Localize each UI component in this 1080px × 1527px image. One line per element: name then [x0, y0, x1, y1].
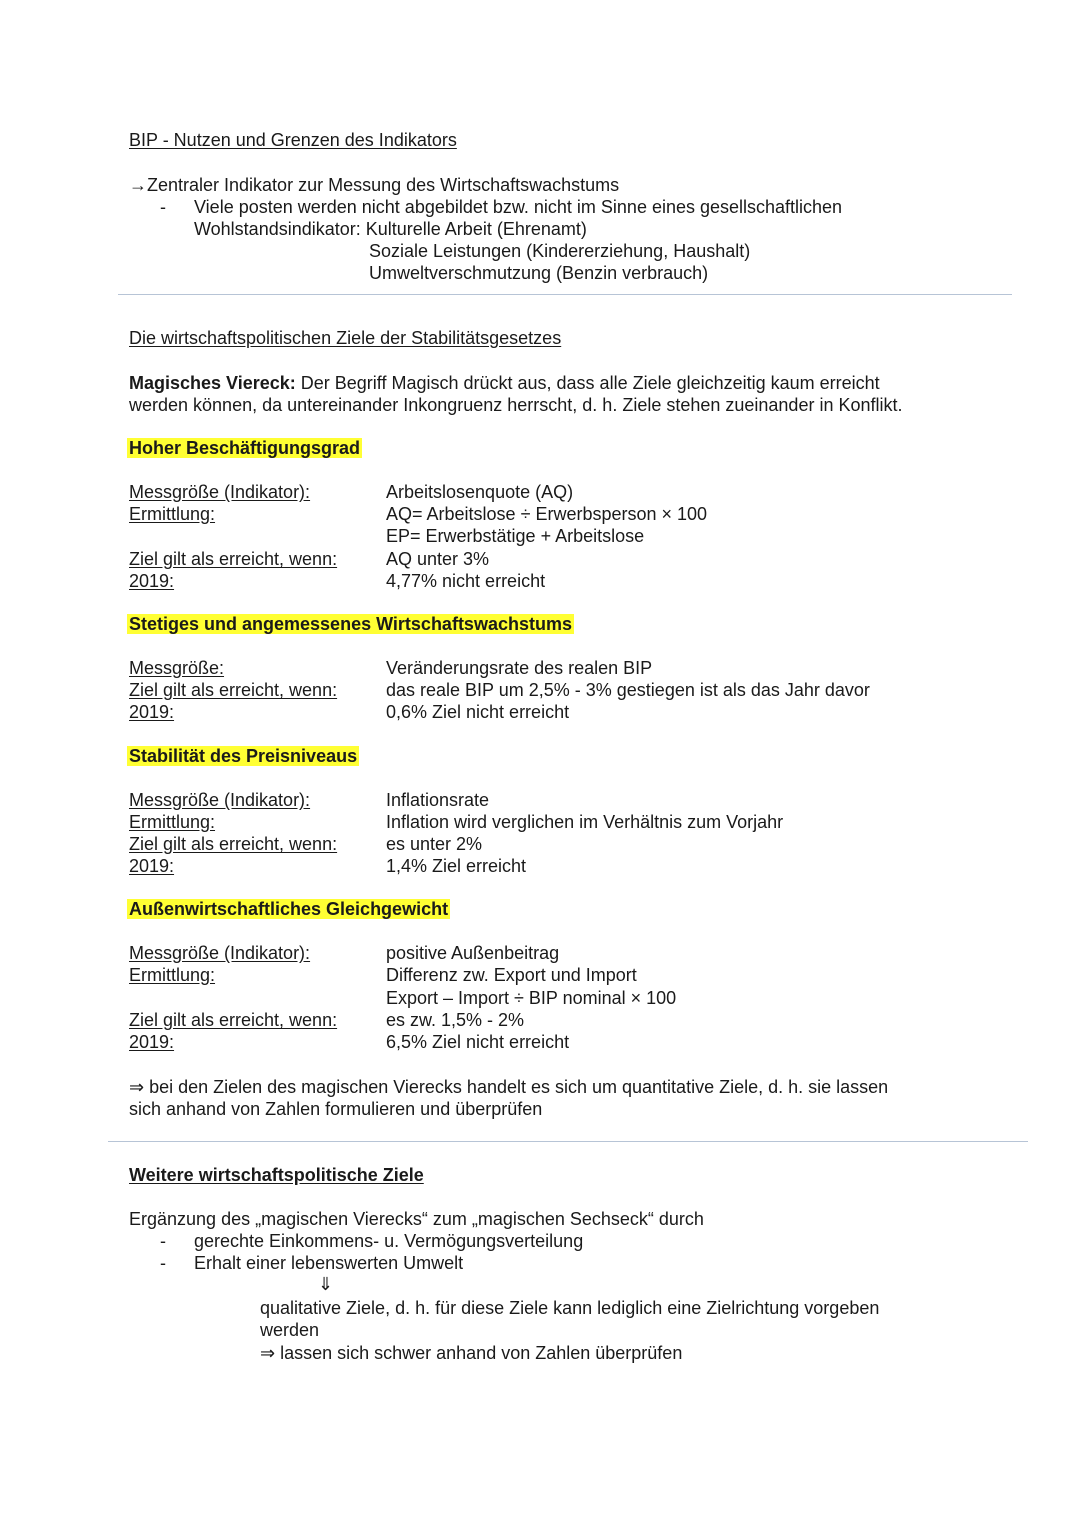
value-messgroesse: Veränderungsrate des realen BIP — [386, 658, 653, 678]
section-title-weitere: Weitere wirtschaftspolitische Ziele — [129, 1165, 424, 1185]
bullet-dash: - — [160, 1253, 166, 1273]
bip-intro: →Zentraler Indikator zur Messung des Wirtschaftswachstums — [129, 175, 620, 195]
qualitative-line: werden — [260, 1320, 320, 1340]
value-2019: 1,4% Ziel erreicht — [386, 856, 527, 876]
section-divider — [108, 1141, 1028, 1142]
heading-preis-text: Stabilität des Preisniveaus — [129, 746, 358, 766]
viereck-text-cont: werden können, da untereinander Inkongruenz herrscht, d. h. Ziele stehen zueinander in Konflikt. — [129, 395, 903, 415]
heading-preis — [127, 745, 359, 767]
label-messgroesse: Messgröße: — [129, 658, 225, 678]
label-2019: 2019: — [129, 702, 175, 722]
label-2019: 2019: — [129, 856, 175, 876]
qualitative-line: ⇒ lassen sich schwer anhand von Zahlen überprüfen — [260, 1343, 683, 1363]
label-ermittlung: Ermittlung: — [129, 812, 216, 832]
heading-beschaeftigung — [127, 437, 362, 459]
label-messgroesse: Messgröße (Indikator): — [129, 482, 311, 502]
label-ziel: Ziel gilt als erreicht, wenn: — [129, 1010, 338, 1030]
bullet-dash: - — [160, 1231, 166, 1251]
label-2019: 2019: — [129, 571, 175, 591]
value-2019: 4,77% nicht erreicht — [386, 571, 546, 591]
bullet-dash: - — [160, 197, 166, 217]
value-ermittlung-2: EP= Erwerbstätige + Arbeitslose — [386, 526, 645, 546]
label-ermittlung: Ermittlung: — [129, 965, 216, 985]
viereck-text: Der Begriff Magisch drückt aus, dass alle Ziele gleichzeitig kaum erreicht — [295, 373, 880, 393]
bip-bullet-line: Wohlstandsindikator: Kulturelle Arbeit (Ehrenamt) — [194, 219, 587, 239]
down-arrow-icon: ⇓ — [318, 1274, 334, 1294]
bip-bullet-line: Umweltverschmutzung (Benzin verbrauch) — [369, 263, 709, 283]
section-divider — [118, 294, 1012, 295]
label-ziel: Ziel gilt als erreicht, wenn: — [129, 549, 338, 569]
label-ermittlung: Ermittlung: — [129, 504, 216, 524]
label-2019: 2019: — [129, 1032, 175, 1052]
weitere-item: gerechte Einkommens- u. Vermögungsverteilung — [194, 1231, 584, 1251]
label-ziel: Ziel gilt als erreicht, wenn: — [129, 680, 338, 700]
qualitative-line: qualitative Ziele, d. h. für diese Ziele kann lediglich eine Zielrichtung vorgeben — [260, 1298, 880, 1318]
heading-wachstum-text: Stetiges und angemessenes Wirtschaftswachstums — [129, 614, 572, 634]
value-ziel: AQ unter 3% — [386, 549, 490, 569]
heading-aussen — [127, 898, 450, 920]
section-title-ziele: Die wirtschaftspolitischen Ziele der Stabilitätsgesetzes — [129, 328, 562, 348]
viereck-term: Magisches Viereck: — [129, 373, 296, 393]
value-ziel: es zw. 1,5% - 2% — [386, 1010, 525, 1030]
section-title-bip: BIP - Nutzen und Grenzen des Indikators — [129, 130, 457, 150]
value-ermittlung: Inflation wird verglichen im Verhältnis zum Vorjahr — [386, 812, 784, 832]
bip-bullet-line: Soziale Leistungen (Kindererziehung, Haushalt) — [369, 241, 751, 261]
viereck-definition — [129, 372, 880, 394]
label-messgroesse: Messgröße (Indikator): — [129, 943, 311, 963]
value-ermittlung: AQ= Arbeitslose ÷ Erwerbsperson × 100 — [386, 504, 708, 524]
weitere-item: Erhalt einer lebenswerten Umwelt — [194, 1253, 464, 1273]
value-ermittlung-2: Export – Import ÷ BIP nominal × 100 — [386, 988, 677, 1008]
value-ziel: es unter 2% — [386, 834, 483, 854]
value-2019: 6,5% Ziel nicht erreicht — [386, 1032, 570, 1052]
fazit-line: sich anhand von Zahlen formulieren und überprüfen — [129, 1099, 543, 1119]
heading-aussen-text: Außenwirtschaftliches Gleichgewicht — [129, 899, 449, 919]
heading-beschaeftigung-text: Hoher Beschäftigungsgrad — [129, 438, 361, 458]
weitere-intro: Ergänzung des „magischen Vierecks“ zum „magischen Sechseck“ durch — [129, 1209, 704, 1229]
bip-bullet-line: Viele posten werden nicht abgebildet bzw. nicht im Sinne eines gesellschaftlichen — [194, 197, 843, 217]
value-messgroesse: Inflationsrate — [386, 790, 490, 810]
value-ziel: das reale BIP um 2,5% - 3% gestiegen ist als das Jahr davor — [386, 680, 870, 700]
value-2019: 0,6% Ziel nicht erreicht — [386, 702, 570, 722]
label-ziel: Ziel gilt als erreicht, wenn: — [129, 834, 338, 854]
value-messgroesse: positive Außenbeitrag — [386, 943, 560, 963]
fazit-line: ⇒ bei den Zielen des magischen Vierecks handelt es sich um quantitative Ziele, d. h. sie lassen — [129, 1077, 889, 1097]
heading-wachstum — [127, 613, 574, 635]
value-ermittlung: Differenz zw. Export und Import — [386, 965, 637, 985]
value-messgroesse: Arbeitslosenquote (AQ) — [386, 482, 574, 502]
label-messgroesse: Messgröße (Indikator): — [129, 790, 311, 810]
